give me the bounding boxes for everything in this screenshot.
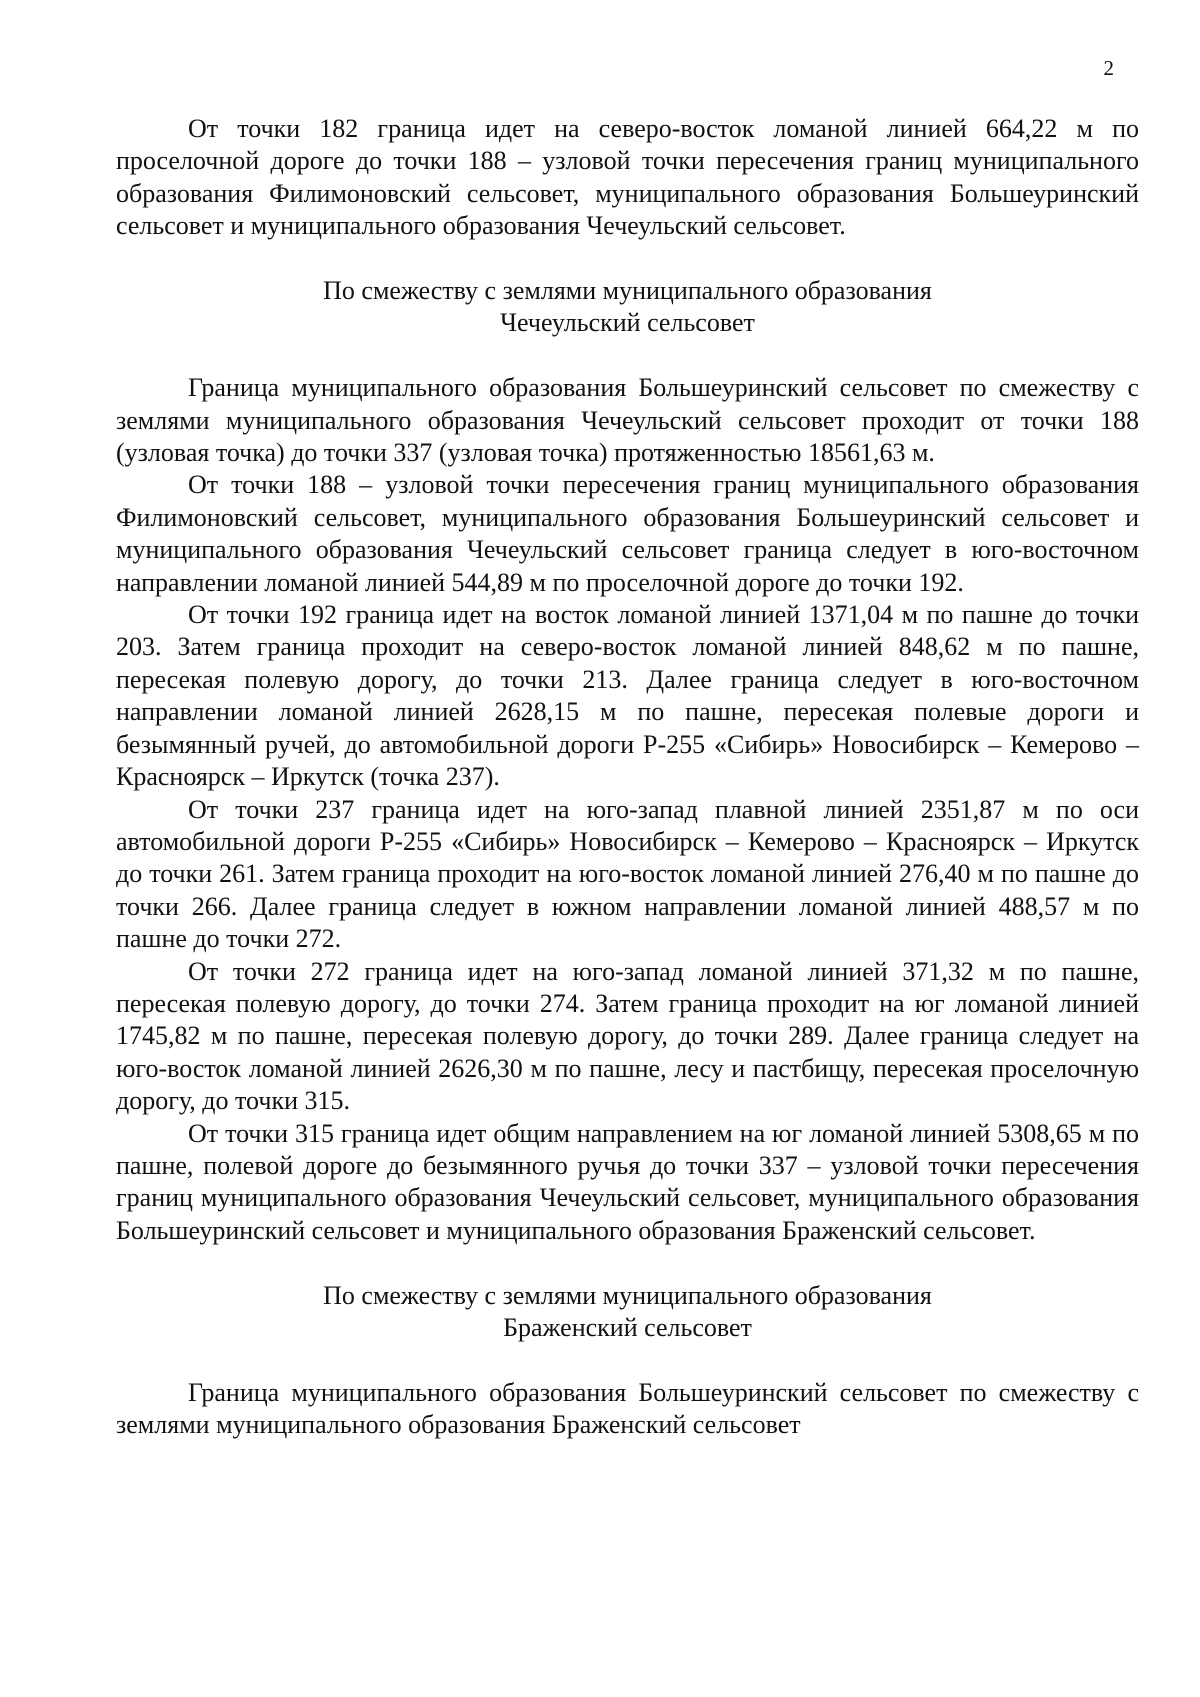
section-heading-line: По смежеству с землями муниципального образования [323,1280,932,1310]
paragraph: От точки 315 граница идет общим направлением на юг ломаной линией 5308,65 м по пашне, полевой дороге до безымянного ручья до точки 337 – узловой точки пересечения границ муниципального образования Чечеульский сельсовет, муниципального образования Большеуринский сельсовет и муниципального образования Браженский сельсовет. [116,1118,1139,1245]
section-heading [116,275,1139,340]
paragraph: От точки 192 граница идет на восток ломаной линией 1371,04 м по пашне до точки 203. Затем граница проходит на северо-восток ломаной линией 848,62 м по пашне, пересекая полевую дорогу, до точки 213. Далее граница следует в юго-восточном направлении ломаной линией 2628,15 м по пашне, пересекая полевые дороги и безымянный ручей, до автомобильной дороги Р-255 «Сибирь» Новосибирск – Кемерово – Красноярск – Иркутск (точка 237). [116,600,1139,792]
paragraph: От точки 188 – узловой точки пересечения границ муниципального образования Филимоновский сельсовет, муниципального образования Большеуринский сельсовет и муниципального образования Чечеульский сельсовет граница следует в юго-восточном направлении ломаной линией 544,89 м по проселочной дороге до точки 192. [116,470,1139,597]
section-heading-line: Браженский сельсовет [503,1312,752,1342]
section-heading [116,1280,1139,1345]
paragraph: От точки 237 граница идет на юго-запад плавной линией 2351,87 м по оси автомобильной дороги Р-255 «Сибирь» Новосибирск – Кемерово – Красноярск – Иркутск до точки 261. Затем граница проходит на юго-восток ломаной линией 276,40 м по пашне до точки 266. Далее граница следует в южном направлении ломаной линией 488,57 м по пашне до точки 272. [116,794,1139,954]
paragraph: От точки 272 граница идет на юго-запад ломаной линией 371,32 м по пашне, пересекая полевую дорогу, до точки 274. Затем граница проходит на юг ломаной линией 1745,82 м по пашне, пересекая полевую дорогу, до точки 289. Далее граница следует на юго-восток ломаной линией 2626,30 м по пашне, лесу и пастбищу, пересекая проселочную дорогу, до точки 315. [116,956,1139,1116]
section-heading-line: По смежеству с землями муниципального образования [323,276,932,306]
section-heading-line: Чечеульский сельсовет [500,308,755,338]
spacer [116,340,1139,372]
spacer [116,243,1139,275]
spacer [116,1247,1139,1279]
paragraph: Граница муниципального образования Большеуринский сельсовет по смежеству с землями муниципального образования Чечеульский сельсовет проходит от точки 188 (узловая точка) до точки 337 (узловая точка) протяженностью 18561,63 м. [116,373,1139,468]
paragraph: От точки 182 граница идет на северо-восток ломаной линией 664,22 м по проселочной дороге до точки 188 – узловой точки пересечения границ муниципального образования Филимоновский сельсовет, муниципального образования Большеуринский сельсовет и муниципального образования Чечеульский сельсовет. [116,114,1139,241]
paragraph: Граница муниципального образования Большеуринский сельсовет по смежеству с землями муниципального образования Браженский сельсовет [116,1377,1139,1440]
page-number: 2 [1103,56,1114,80]
spacer [116,1344,1139,1376]
document-body [116,113,1139,1442]
